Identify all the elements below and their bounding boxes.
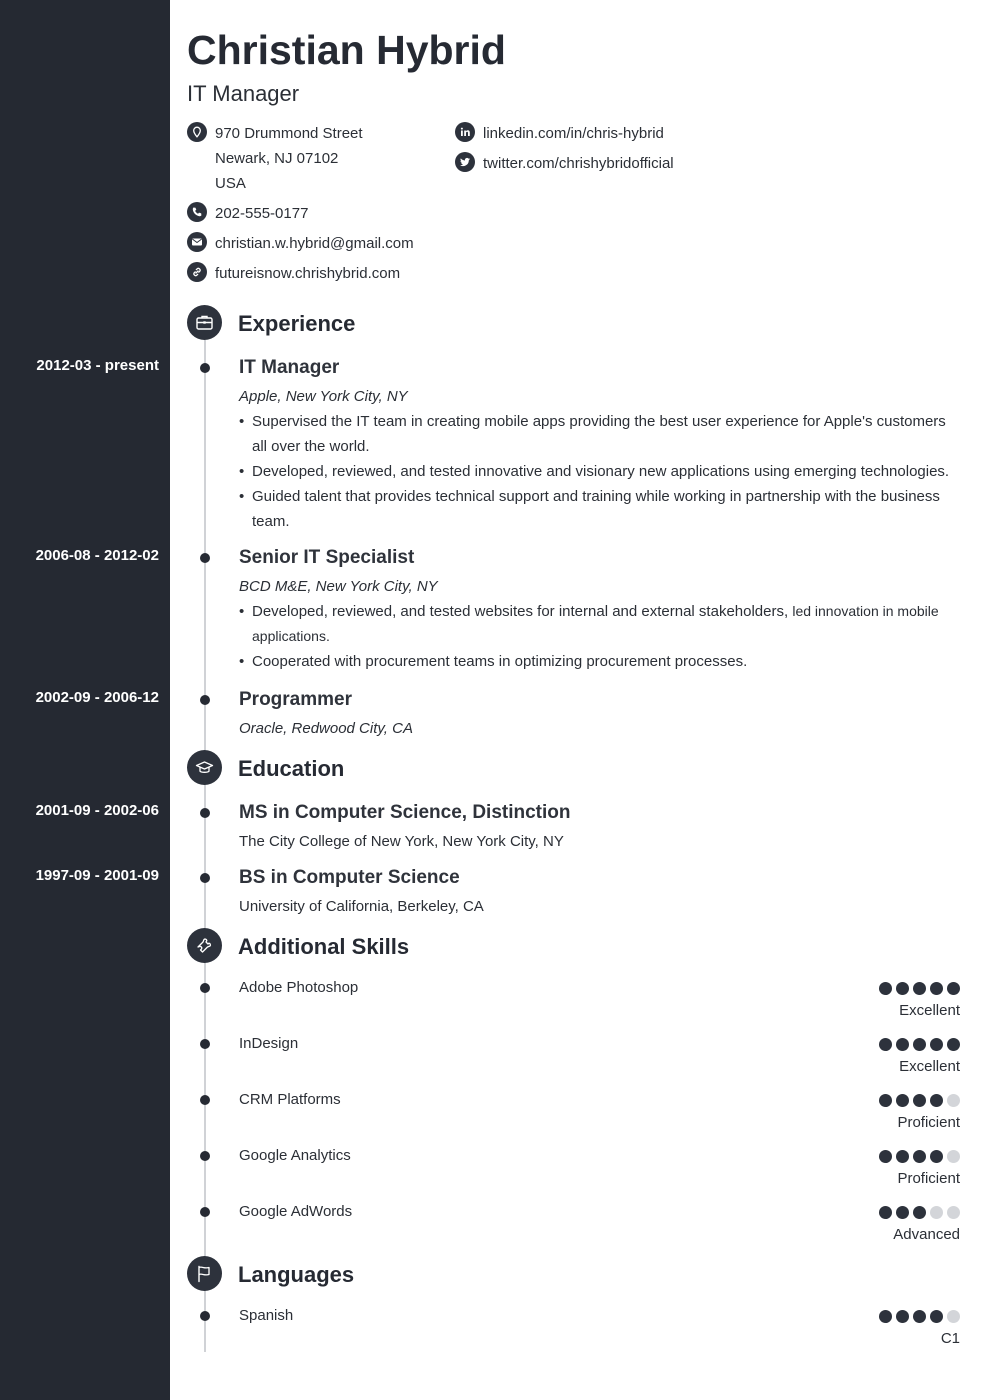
link-icon	[187, 262, 207, 282]
job-bullets	[239, 409, 959, 534]
rating-dot-filled	[913, 982, 926, 995]
job-dates: 2012-03 - present	[36, 357, 159, 374]
rating-dot-filled	[879, 1094, 892, 1107]
address-line-3: USA	[215, 175, 246, 192]
rating-dot-empty	[947, 1310, 960, 1323]
job-bullet-part: led innovation in mobile applications.	[252, 603, 939, 644]
linkedin-icon	[455, 122, 475, 142]
puzzle-piece-icon	[187, 928, 222, 963]
contact-email	[187, 231, 447, 256]
rating-dot-empty	[947, 1094, 960, 1107]
job-bullet-part: Developed, reviewed, and tested websites for internal and external stakeholders,	[252, 603, 789, 620]
education-school: University of California, Berkeley, CA	[239, 898, 484, 915]
skill-name: Google Analytics	[239, 1147, 351, 1164]
timeline-dot	[200, 1311, 210, 1321]
candidate-name: Christian Hybrid	[187, 27, 506, 73]
graduation-cap-icon	[187, 750, 222, 785]
experience-heading: Experience	[238, 311, 356, 336]
timeline-dot	[200, 873, 210, 883]
briefcase-icon	[187, 305, 222, 340]
timeline-dot	[200, 1207, 210, 1217]
skill-level: Excellent	[899, 1058, 960, 1075]
skill-level: Proficient	[897, 1170, 960, 1187]
language-level: C1	[940, 1330, 960, 1347]
rating-dot-filled	[879, 1038, 892, 1051]
timeline-dot	[200, 983, 210, 993]
skill-name: Google AdWords	[239, 1203, 353, 1220]
skill-rating	[879, 1150, 960, 1163]
rating-dot-empty	[930, 1206, 943, 1219]
rating-dot-empty	[947, 1206, 960, 1219]
rating-dot-filled	[947, 982, 960, 995]
phone-icon	[187, 202, 207, 222]
rating-dot-filled	[879, 1206, 892, 1219]
education-degree: MS in Computer Science, Distinction	[239, 802, 571, 823]
address-line-2: Newark, NJ 07102	[215, 150, 339, 167]
skill-rating	[879, 1094, 960, 1107]
flag-icon	[187, 1256, 222, 1291]
rating-dot-filled	[896, 1310, 909, 1323]
rating-dot-filled	[896, 1038, 909, 1051]
skill-level: Excellent	[899, 1002, 960, 1019]
linkedin-url[interactable]: linkedin.com/in/chris-hybrid	[483, 125, 664, 142]
rating-dot-empty	[947, 1150, 960, 1163]
job-bullet: • Supervised the IT team in creating mobile apps providing the best user experience for Apple's customers all over the world.	[239, 409, 959, 459]
education-dates: 1997-09 - 2001-09	[35, 867, 159, 884]
job-title: IT Manager	[239, 357, 340, 378]
timeline-dot	[200, 1095, 210, 1105]
skill-rating	[879, 1038, 960, 1051]
timeline-dot	[200, 1039, 210, 1049]
education-school: The City College of New York, New York City, NY	[239, 833, 564, 850]
languages-heading: Languages	[238, 1262, 355, 1287]
skills-heading: Additional Skills	[238, 934, 410, 959]
education-dates: 2001-09 - 2002-06	[35, 802, 159, 819]
skill-name: InDesign	[239, 1035, 299, 1052]
rating-dot-filled	[913, 1150, 926, 1163]
rating-dot-filled	[879, 1150, 892, 1163]
job-bullet	[239, 599, 959, 649]
job-title: Programmer	[239, 689, 352, 710]
contact-twitter	[455, 151, 755, 176]
rating-dot-filled	[913, 1310, 926, 1323]
timeline-dot	[200, 553, 210, 563]
email-address[interactable]: christian.w.hybrid@gmail.com	[215, 235, 414, 252]
timeline-dot	[200, 695, 210, 705]
contact-phone	[187, 201, 447, 226]
job-company: Apple, New York City, NY	[239, 388, 408, 405]
skill-name: CRM Platforms	[239, 1091, 341, 1108]
rating-dot-filled	[913, 1038, 926, 1051]
phone-number[interactable]: 202-555-0177	[215, 205, 309, 222]
timeline-dot	[200, 1151, 210, 1161]
location-pin-icon	[187, 122, 207, 142]
job-dates: 2006-08 - 2012-02	[35, 547, 159, 564]
timeline-dot	[200, 808, 210, 818]
job-title: Senior IT Specialist	[239, 547, 415, 568]
rating-dot-filled	[896, 1206, 909, 1219]
rating-dot-filled	[879, 1310, 892, 1323]
job-bullet: • Cooperated with procurement teams in optimizing procurement processes.	[239, 649, 959, 674]
rating-dot-filled	[896, 1150, 909, 1163]
rating-dot-filled	[947, 1038, 960, 1051]
twitter-icon	[455, 152, 475, 172]
timeline-line	[204, 340, 206, 1352]
rating-dot-filled	[896, 982, 909, 995]
job-bullets	[239, 599, 959, 674]
rating-dot-filled	[896, 1094, 909, 1107]
envelope-icon	[187, 232, 207, 252]
rating-dot-filled	[913, 1094, 926, 1107]
rating-dot-filled	[879, 982, 892, 995]
education-degree: BS in Computer Science	[239, 867, 460, 888]
education-heading: Education	[238, 756, 345, 781]
skill-name: Adobe Photoshop	[239, 979, 359, 996]
candidate-title: IT Manager	[187, 81, 300, 106]
website-url[interactable]: futureisnow.chrishybrid.com	[215, 265, 401, 282]
job-dates: 2002-09 - 2006-12	[35, 689, 159, 706]
address-line-1: 970 Drummond Street	[215, 125, 363, 142]
rating-dot-filled	[930, 1094, 943, 1107]
job-company: BCD M&E, New York City, NY	[239, 578, 438, 595]
skill-level: Proficient	[897, 1114, 960, 1131]
language-name: Spanish	[239, 1307, 294, 1324]
contact-website	[187, 261, 447, 286]
rating-dot-filled	[913, 1206, 926, 1219]
contact-address	[187, 121, 447, 196]
twitter-url[interactable]: twitter.com/chrishybridofficial	[483, 155, 674, 172]
skill-rating	[879, 982, 960, 995]
skill-level: Advanced	[893, 1226, 960, 1243]
timeline-dot	[200, 363, 210, 373]
job-company: Oracle, Redwood City, CA	[239, 720, 413, 737]
language-rating	[879, 1310, 960, 1323]
rating-dot-filled	[930, 1150, 943, 1163]
rating-dot-filled	[930, 1038, 943, 1051]
rating-dot-filled	[930, 982, 943, 995]
contact-linkedin	[455, 121, 755, 146]
job-bullet: • Guided talent that provides technical support and training while working in partnership with the business team.	[239, 484, 959, 534]
job-bullet: • Developed, reviewed, and tested innovative and visionary new applications using emerging technologies.	[239, 459, 959, 484]
skill-rating	[879, 1206, 960, 1219]
rating-dot-filled	[930, 1310, 943, 1323]
